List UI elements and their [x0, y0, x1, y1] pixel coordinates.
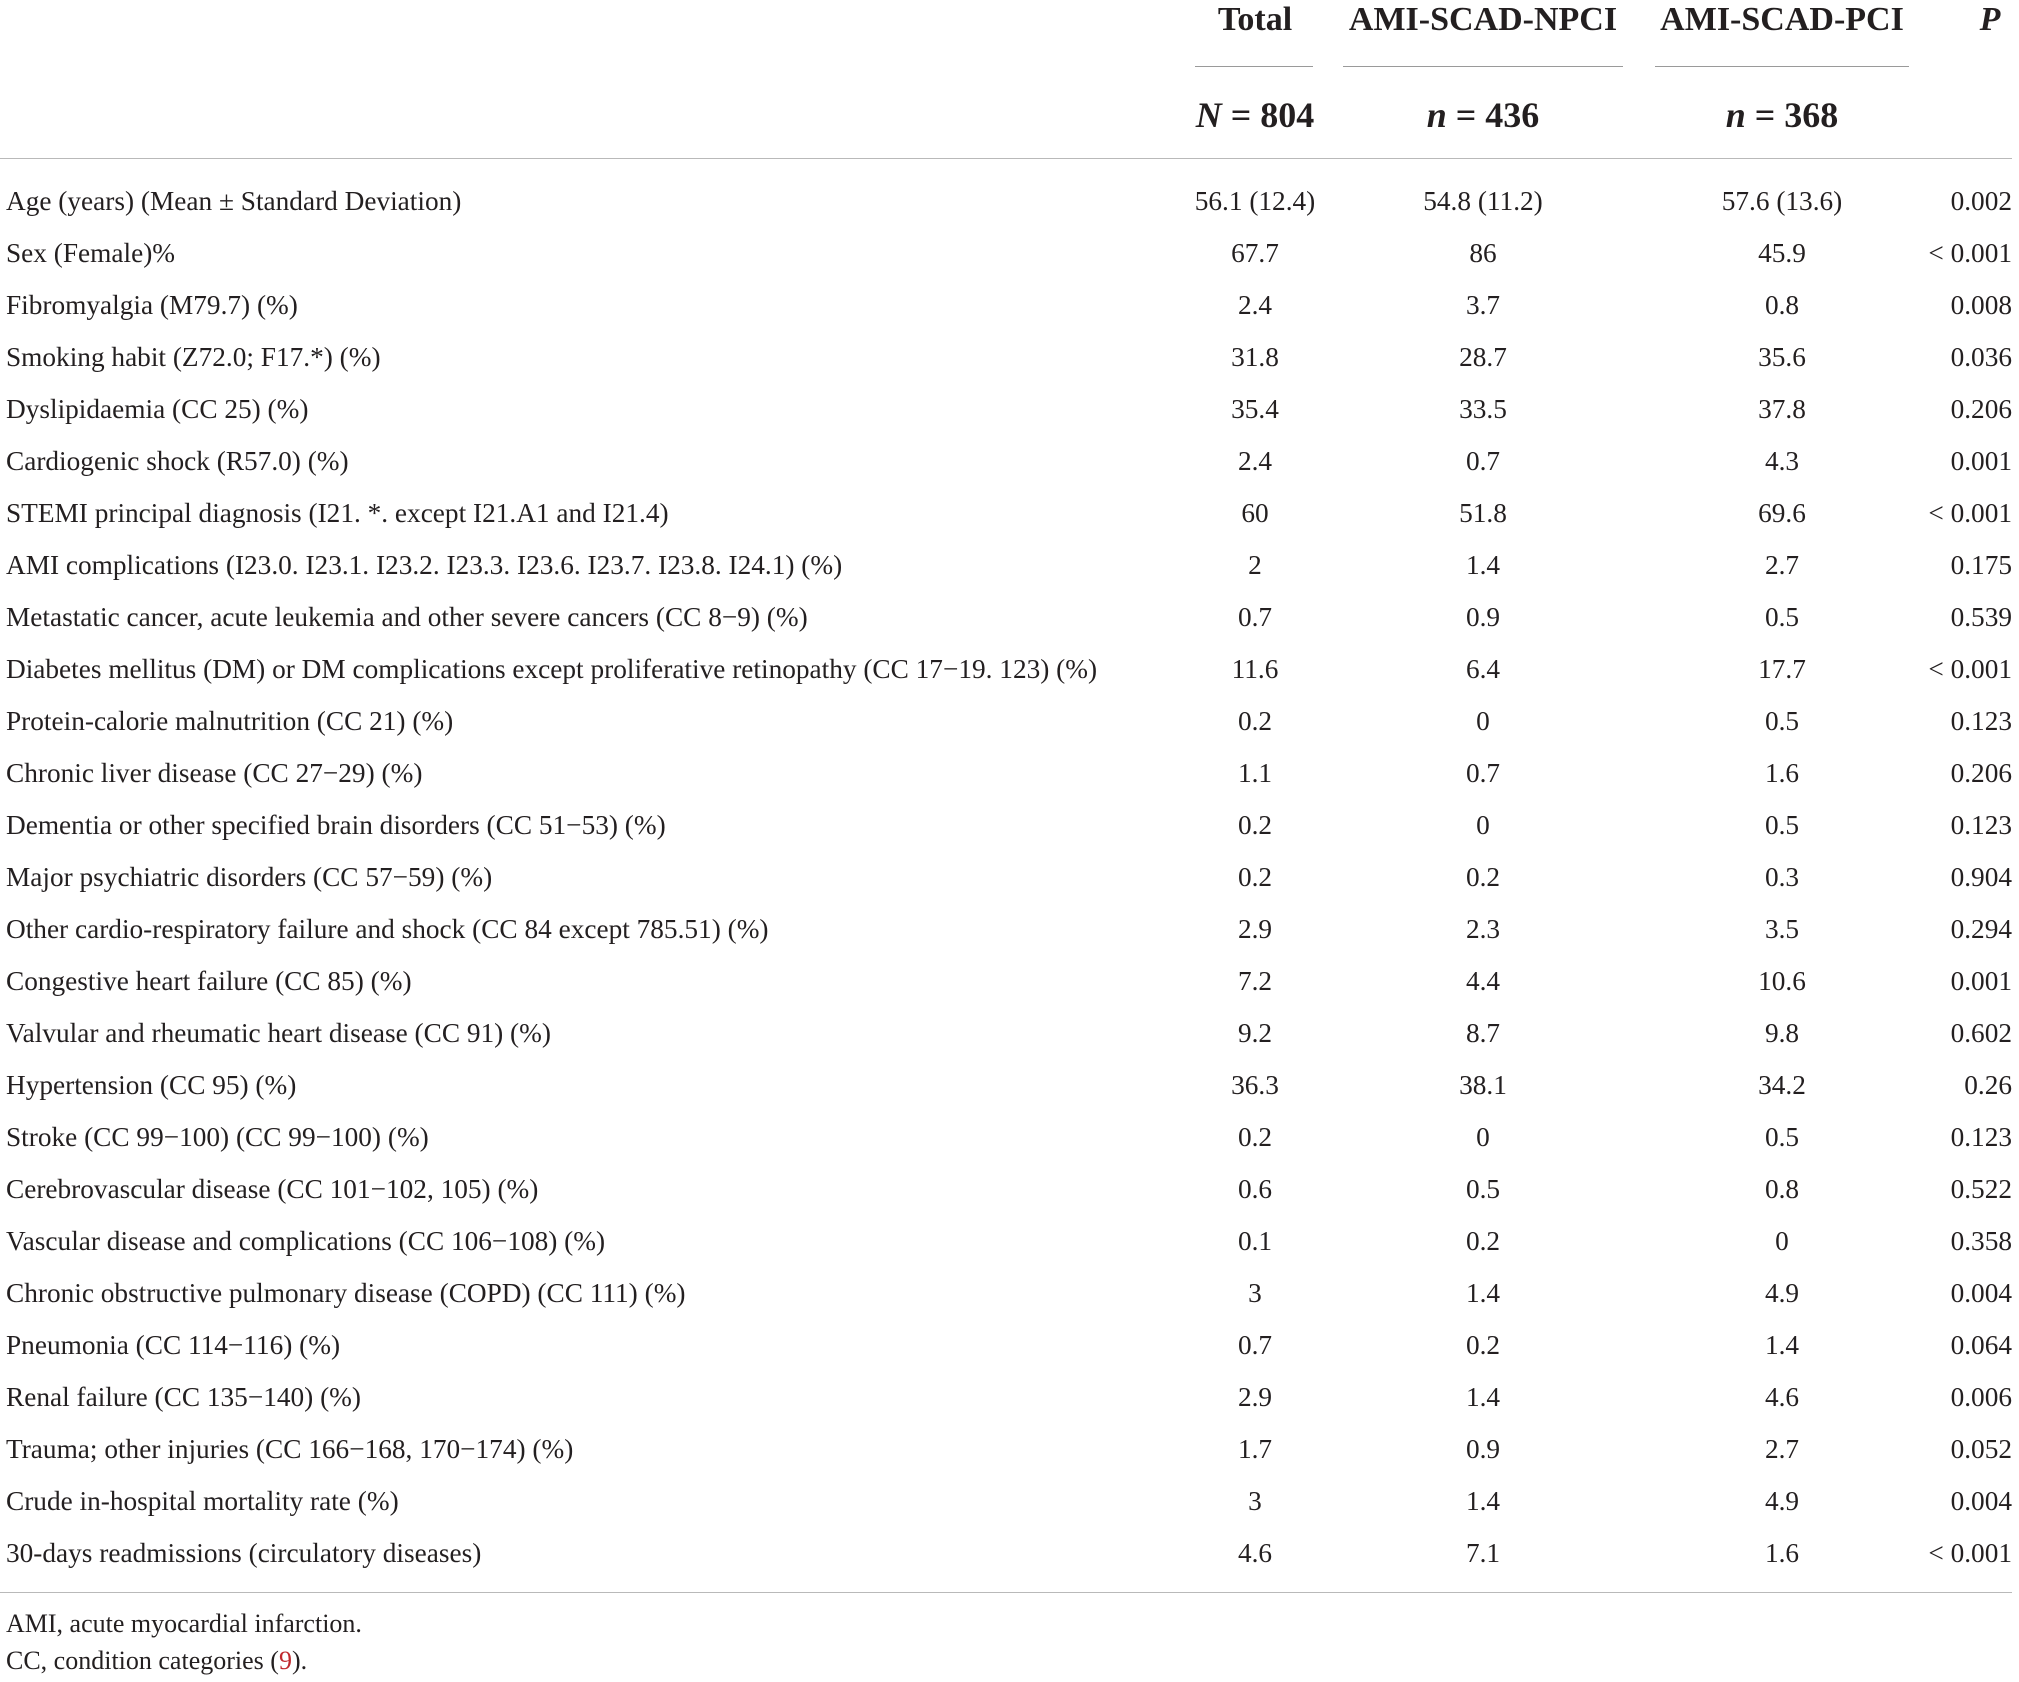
cell-npci: 0.5 — [1465, 1174, 1501, 1204]
row-label: Cardiogenic shock (R57.0) (%) — [6, 446, 349, 476]
cell-total: 3 — [1248, 1278, 1262, 1308]
cell-p-value: 0.26 — [1964, 1070, 2012, 1100]
cell-p-value: 0.004 — [1950, 1486, 2012, 1516]
cell-npci: 3.7 — [1465, 290, 1501, 320]
cell-total: 1.1 — [1237, 758, 1273, 788]
cell-p-value: 0.294 — [1950, 914, 2012, 944]
cell-p-value: 0.002 — [1950, 186, 2012, 216]
cell-p-value: 0.052 — [1950, 1434, 2012, 1464]
column-header-total: Total — [1217, 1, 1293, 38]
table-row — [0, 1475, 2019, 1527]
cell-p-value: 0.123 — [1950, 1122, 2012, 1152]
cell-p-value: 0.539 — [1950, 602, 2012, 632]
cell-npci: 28.7 — [1459, 342, 1507, 372]
cell-total: 7.2 — [1237, 966, 1273, 996]
cell-npci: 0.2 — [1465, 1226, 1501, 1256]
table-row — [0, 383, 2019, 435]
cell-total: 0.2 — [1237, 862, 1273, 892]
cell-npci: 1.4 — [1465, 550, 1501, 580]
cell-npci: 54.8 (11.2) — [1423, 186, 1543, 216]
sample-size-total: N = 804 — [1195, 95, 1315, 135]
row-label: Metastatic cancer, acute leukemia and other severe cancers (CC 8−9) (%) — [6, 602, 808, 632]
column-header-ami-scad-npci: AMI-SCAD-NPCI — [1348, 1, 1618, 38]
cell-pci: 2.7 — [1764, 1434, 1800, 1464]
sample-size-pci: n = 368 — [1725, 95, 1839, 135]
table-row — [0, 435, 2019, 487]
cell-p-value: 0.904 — [1950, 862, 2012, 892]
table-row — [0, 487, 2019, 539]
cell-pci: 0.8 — [1764, 290, 1800, 320]
cell-total: 1.7 — [1237, 1434, 1273, 1464]
cell-pci: 0.5 — [1764, 706, 1800, 736]
cell-total: 0.7 — [1237, 1330, 1273, 1360]
cell-p-value: < 0.001 — [1928, 498, 2012, 528]
table-row — [0, 851, 2019, 903]
cell-total: 0.1 — [1237, 1226, 1273, 1256]
table-bottom-rule — [0, 1592, 2012, 1593]
cell-total: 2.9 — [1237, 914, 1273, 944]
cell-pci: 69.6 — [1758, 498, 1806, 528]
cell-pci: 0 — [1775, 1226, 1789, 1256]
cell-npci: 0.7 — [1465, 446, 1501, 476]
cell-npci: 1.4 — [1465, 1486, 1501, 1516]
cell-npci: 4.4 — [1465, 966, 1501, 996]
cell-total: 36.3 — [1231, 1070, 1279, 1100]
cell-pci: 45.9 — [1758, 238, 1806, 268]
table-row — [0, 1007, 2019, 1059]
cell-p-value: 0.206 — [1950, 758, 2012, 788]
header-underline-pci — [1655, 66, 1909, 67]
row-label: AMI complications (I23.0. I23.1. I23.2. I23.3. I23.6. I23.7. I23.8. I24.1) (%) — [6, 550, 843, 580]
row-label: Other cardio-respiratory failure and shock (CC 84 except 785.51) (%) — [6, 914, 769, 944]
cell-npci: 0 — [1476, 706, 1490, 736]
row-label: STEMI principal diagnosis (I21. *. except I21.A1 and I21.4) — [6, 498, 669, 528]
row-label: Hypertension (CC 95) (%) — [6, 1070, 297, 1100]
row-label: Dyslipidaemia (CC 25) (%) — [6, 394, 309, 424]
cell-pci: 9.8 — [1764, 1018, 1800, 1048]
cell-pci: 17.7 — [1758, 654, 1806, 684]
cell-pci: 1.6 — [1764, 758, 1800, 788]
cell-p-value: 0.358 — [1950, 1226, 2012, 1256]
cell-npci: 0.9 — [1465, 602, 1501, 632]
cell-total: 9.2 — [1237, 1018, 1273, 1048]
cell-p-value: 0.001 — [1950, 966, 2012, 996]
table-row — [0, 799, 2019, 851]
cell-total: 2.4 — [1237, 290, 1273, 320]
header-bottom-rule — [0, 158, 2012, 159]
header-underline-total — [1195, 66, 1313, 67]
table-row — [0, 539, 2019, 591]
header-underline-npci — [1343, 66, 1623, 67]
row-label: 30-days readmissions (circulatory diseases) — [6, 1538, 482, 1568]
row-label: Chronic liver disease (CC 27−29) (%) — [6, 758, 423, 788]
cell-pci: 4.9 — [1764, 1278, 1800, 1308]
cell-p-value: < 0.001 — [1928, 654, 2012, 684]
table-row — [0, 903, 2019, 955]
cell-total: 56.1 (12.4) — [1194, 186, 1316, 216]
cell-total: 11.6 — [1231, 654, 1279, 684]
table-row — [0, 1527, 2019, 1579]
cell-pci: 0.3 — [1764, 862, 1800, 892]
row-label: Smoking habit (Z72.0; F17.*) (%) — [6, 342, 381, 372]
cell-npci: 2.3 — [1465, 914, 1501, 944]
row-label: Stroke (CC 99−100) (CC 99−100) (%) — [6, 1122, 429, 1152]
cell-total: 3 — [1248, 1486, 1262, 1516]
cell-pci: 1.4 — [1764, 1330, 1800, 1360]
row-label: Cerebrovascular disease (CC 101−102, 105) (%) — [6, 1174, 539, 1204]
table-row — [0, 1111, 2019, 1163]
row-label: Sex (Female)% — [6, 238, 176, 268]
cell-total: 2.4 — [1237, 446, 1273, 476]
row-label: Pneumonia (CC 114−116) (%) — [6, 1330, 341, 1360]
cell-npci: 0.2 — [1465, 1330, 1501, 1360]
cell-p-value: < 0.001 — [1928, 238, 2012, 268]
table-row — [0, 695, 2019, 747]
cell-pci: 0.5 — [1764, 1122, 1800, 1152]
cell-p-value: 0.001 — [1950, 446, 2012, 476]
cell-p-value: 0.004 — [1950, 1278, 2012, 1308]
cell-pci: 1.6 — [1764, 1538, 1800, 1568]
table-row — [0, 1319, 2019, 1371]
cell-total: 2 — [1248, 550, 1262, 580]
cell-pci: 0.5 — [1764, 810, 1800, 840]
cell-total: 67.7 — [1231, 238, 1279, 268]
cell-npci: 0.9 — [1465, 1434, 1501, 1464]
table-row — [0, 1059, 2019, 1111]
cell-pci: 10.6 — [1758, 966, 1806, 996]
column-header-ami-scad-pci: AMI-SCAD-PCI — [1660, 1, 1904, 38]
cell-pci: 4.6 — [1764, 1382, 1800, 1412]
cell-total: 35.4 — [1231, 394, 1279, 424]
column-header-p: P — [1979, 1, 2001, 38]
cell-pci: 3.5 — [1764, 914, 1800, 944]
cell-total: 0.2 — [1237, 1122, 1273, 1152]
cell-p-value: 0.123 — [1950, 706, 2012, 736]
table-row — [0, 227, 2019, 279]
cell-p-value: 0.006 — [1950, 1382, 2012, 1412]
table-row — [0, 591, 2019, 643]
cell-total: 60 — [1241, 498, 1269, 528]
table-row — [0, 643, 2019, 695]
cell-npci: 86 — [1469, 238, 1497, 268]
cell-total: 0.2 — [1237, 810, 1273, 840]
cell-npci: 1.4 — [1465, 1382, 1501, 1412]
row-label: Protein-calorie malnutrition (CC 21) (%) — [6, 706, 454, 736]
cell-npci: 7.1 — [1465, 1538, 1501, 1568]
cell-pci: 0.5 — [1764, 602, 1800, 632]
cell-total: 2.9 — [1237, 1382, 1273, 1412]
cell-p-value: 0.522 — [1950, 1174, 2012, 1204]
cell-p-value: < 0.001 — [1928, 1538, 2012, 1568]
cell-pci: 34.2 — [1758, 1070, 1806, 1100]
cell-pci: 35.6 — [1758, 342, 1806, 372]
cell-npci: 51.8 — [1459, 498, 1507, 528]
cell-npci: 0 — [1476, 1122, 1490, 1152]
cell-pci: 4.3 — [1764, 446, 1800, 476]
cell-p-value: 0.123 — [1950, 810, 2012, 840]
table-row — [0, 175, 2019, 227]
row-label: Vascular disease and complications (CC 106−108) (%) — [6, 1226, 606, 1256]
cell-p-value: 0.175 — [1950, 550, 2012, 580]
footnote-ami: AMI, acute myocardial infarction. — [6, 1609, 362, 1638]
table-body — [0, 175, 2019, 1579]
reference-link[interactable]: 9 — [278, 1646, 292, 1675]
cell-p-value: 0.602 — [1950, 1018, 2012, 1048]
cell-npci: 0 — [1476, 810, 1490, 840]
cell-npci: 8.7 — [1465, 1018, 1501, 1048]
table-row — [0, 1163, 2019, 1215]
cell-p-value: 0.008 — [1950, 290, 2012, 320]
cell-npci: 33.5 — [1459, 394, 1507, 424]
row-label: Trauma; other injuries (CC 166−168, 170−174) (%) — [6, 1434, 574, 1464]
cell-total: 31.8 — [1231, 342, 1279, 372]
row-label: Valvular and rheumatic heart disease (CC 91) (%) — [6, 1018, 551, 1048]
table-row — [0, 747, 2019, 799]
cell-pci: 57.6 (13.6) — [1721, 186, 1843, 216]
cell-total: 4.6 — [1237, 1538, 1273, 1568]
table-row — [0, 279, 2019, 331]
cell-npci: 38.1 — [1459, 1070, 1507, 1100]
row-label: Diabetes mellitus (DM) or DM complications except proliferative retinopathy (CC 17−19. 123) (%) — [6, 654, 1098, 684]
table-row — [0, 331, 2019, 383]
cell-pci: 4.9 — [1764, 1486, 1800, 1516]
cell-p-value: 0.206 — [1950, 394, 2012, 424]
row-label: Age (years) (Mean ± Standard Deviation) — [6, 186, 462, 216]
cell-p-value: 0.036 — [1950, 342, 2012, 372]
footnote-cc: CC, condition categories (9). — [6, 1646, 308, 1675]
cell-pci: 37.8 — [1758, 394, 1806, 424]
cell-total: 0.7 — [1237, 602, 1273, 632]
table-row — [0, 1267, 2019, 1319]
cell-total: 0.2 — [1237, 706, 1273, 736]
table-row — [0, 1371, 2019, 1423]
cell-npci: 6.4 — [1465, 654, 1501, 684]
cell-npci: 1.4 — [1465, 1278, 1501, 1308]
cell-pci: 0.8 — [1764, 1174, 1800, 1204]
row-label: Crude in-hospital mortality rate (%) — [6, 1486, 399, 1516]
cell-npci: 0.2 — [1465, 862, 1501, 892]
cell-npci: 0.7 — [1465, 758, 1501, 788]
row-label: Renal failure (CC 135−140) (%) — [6, 1382, 361, 1412]
row-label: Fibromyalgia (M79.7) (%) — [6, 290, 298, 320]
cell-p-value: 0.064 — [1950, 1330, 2012, 1360]
row-label: Chronic obstructive pulmonary disease (COPD) (CC 111) (%) — [6, 1278, 686, 1308]
row-label: Dementia or other specified brain disorders (CC 51−53) (%) — [6, 810, 666, 840]
row-label: Major psychiatric disorders (CC 57−59) (%) — [6, 862, 493, 892]
cell-pci: 2.7 — [1764, 550, 1800, 580]
cell-total: 0.6 — [1237, 1174, 1273, 1204]
sample-size-npci: n = 436 — [1426, 95, 1540, 135]
table-row — [0, 955, 2019, 1007]
table-row — [0, 1215, 2019, 1267]
table-row — [0, 1423, 2019, 1475]
row-label: Congestive heart failure (CC 85) (%) — [6, 966, 412, 996]
